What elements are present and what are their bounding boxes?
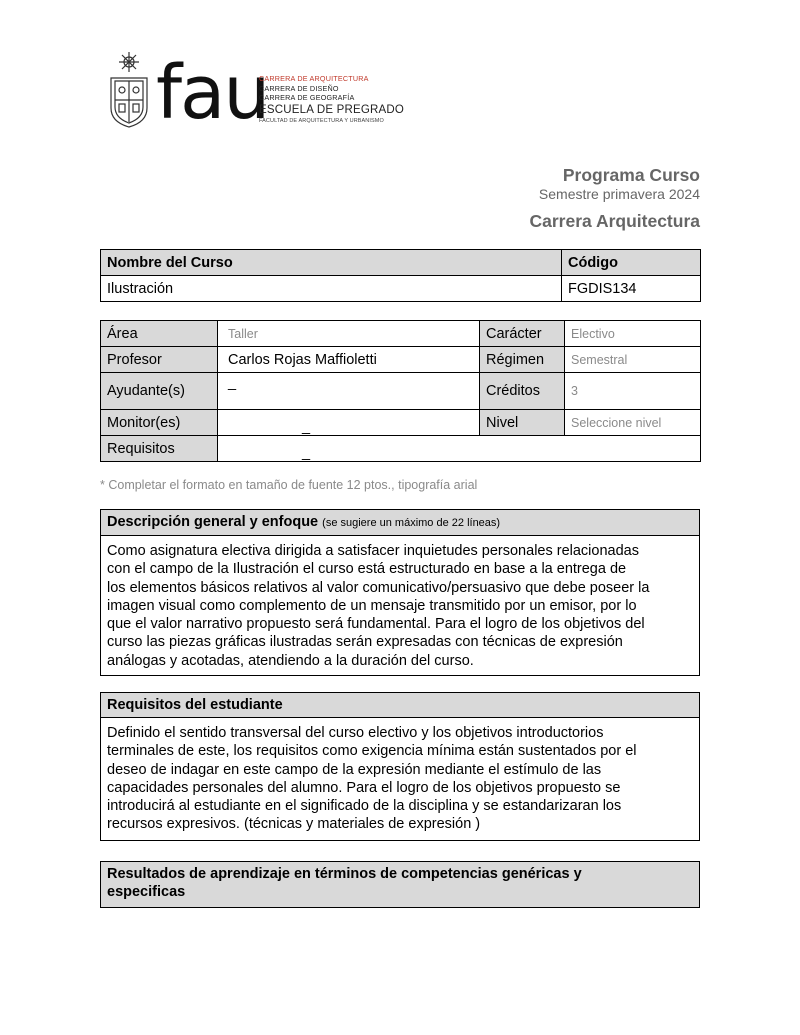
- fau-logo-wordmark: fau: [156, 50, 269, 136]
- monitor-label: Monitor(es): [101, 410, 218, 436]
- creditos-field[interactable]: 3: [565, 373, 701, 410]
- logo-line-arquitectura: CARRERA DE ARQUITECTURA: [259, 74, 369, 83]
- ayudante-field[interactable]: _: [218, 373, 480, 410]
- description-hint: (se sugiere un máximo de 22 líneas): [322, 517, 501, 529]
- format-note: * Completar el formato en tamaño de fuente 12 ptos., tipografía arial: [100, 478, 478, 492]
- profesor-label: Profesor: [101, 347, 218, 373]
- semester-label: Semestre primavera 2024: [538, 186, 700, 202]
- logo-text-block: [259, 74, 404, 126]
- description-section: [100, 509, 700, 676]
- course-info-table: [100, 320, 701, 462]
- ayudante-label: Ayudante(s): [101, 373, 218, 410]
- program-title: Programa Curso: [562, 165, 700, 185]
- course-code-header: Código: [562, 250, 701, 276]
- caracter-label: Carácter: [480, 321, 565, 347]
- career-title: Carrera Arquitectura: [529, 211, 700, 231]
- requirements-section: [100, 692, 700, 841]
- results-section: [100, 861, 700, 908]
- area-field[interactable]: Taller: [218, 321, 480, 347]
- requirements-header: Requisitos del estudiante: [101, 693, 699, 718]
- course-name-value: Ilustración: [101, 276, 562, 302]
- caracter-field[interactable]: Electivo: [565, 321, 701, 347]
- monitor-field[interactable]: _: [218, 410, 480, 436]
- nivel-select[interactable]: Seleccione nivel: [565, 410, 701, 436]
- course-code-value: FGDIS134: [562, 276, 701, 302]
- regimen-field[interactable]: Semestral: [565, 347, 701, 373]
- requisitos-field[interactable]: _: [218, 436, 701, 462]
- university-crest-icon: [108, 50, 150, 128]
- area-label: Área: [101, 321, 218, 347]
- logo-line-facultad: FACULTAD DE ARQUITECTURA Y URBANISMO: [259, 117, 384, 124]
- description-header: [101, 510, 699, 536]
- regimen-label: Régimen: [480, 347, 565, 373]
- logo-line-geografia: CARRERA DE GEOGRAFÍA: [259, 93, 355, 102]
- requisitos-label: Requisitos: [101, 436, 218, 462]
- description-body[interactable]: Como asignatura electiva dirigida a satisfacer inquietudes personales relacionadas con el campo de la Ilustración el curso está estructurado en base a la entrega de los elementos básicos relativos al valor comunicativo/persuasivo que debe poseer la imagen visual como complemento de un mensaje transmitido por un emisor, por lo que el valor narrativo propuesto será fundamental. Para el logro de los objetivos del curso las piezas gráficas ilustradas serán expresadas con técnicas de expresión análogas y acotadas, atendiendo a la duración del curso.: [107, 543, 650, 669]
- nivel-label: Nivel: [480, 410, 565, 436]
- logo-line-diseno: CARRERA DE DISEÑO: [259, 83, 339, 93]
- profesor-field[interactable]: Carlos Rojas Maffioletti: [218, 347, 480, 373]
- course-name-header: Nombre del Curso: [101, 250, 562, 276]
- requirements-body[interactable]: Definido el sentido transversal del curso electivo y los objetivos introductorios terminales de este, los requisitos como exigencia mínima están sustentados por el deseo de indagar en este campo de la expresión mediante el estímulo de las capacidades personales del alumno. Para el logro de los objetivos propuesto se introducirá al estudiante en el significado de la disciplina y se estandarizaran los recursos expresivos. (técnicas y materiales de expresión ): [107, 725, 637, 833]
- description-title: Descripción general y enfoque: [107, 514, 319, 530]
- course-table: [100, 249, 701, 302]
- logo-line-escuela: ESCUELA DE PREGRADO: [259, 103, 405, 116]
- creditos-label: Créditos: [480, 373, 565, 410]
- results-header: Resultados de aprendizaje en términos de competencias genéricas y especificas: [101, 862, 699, 907]
